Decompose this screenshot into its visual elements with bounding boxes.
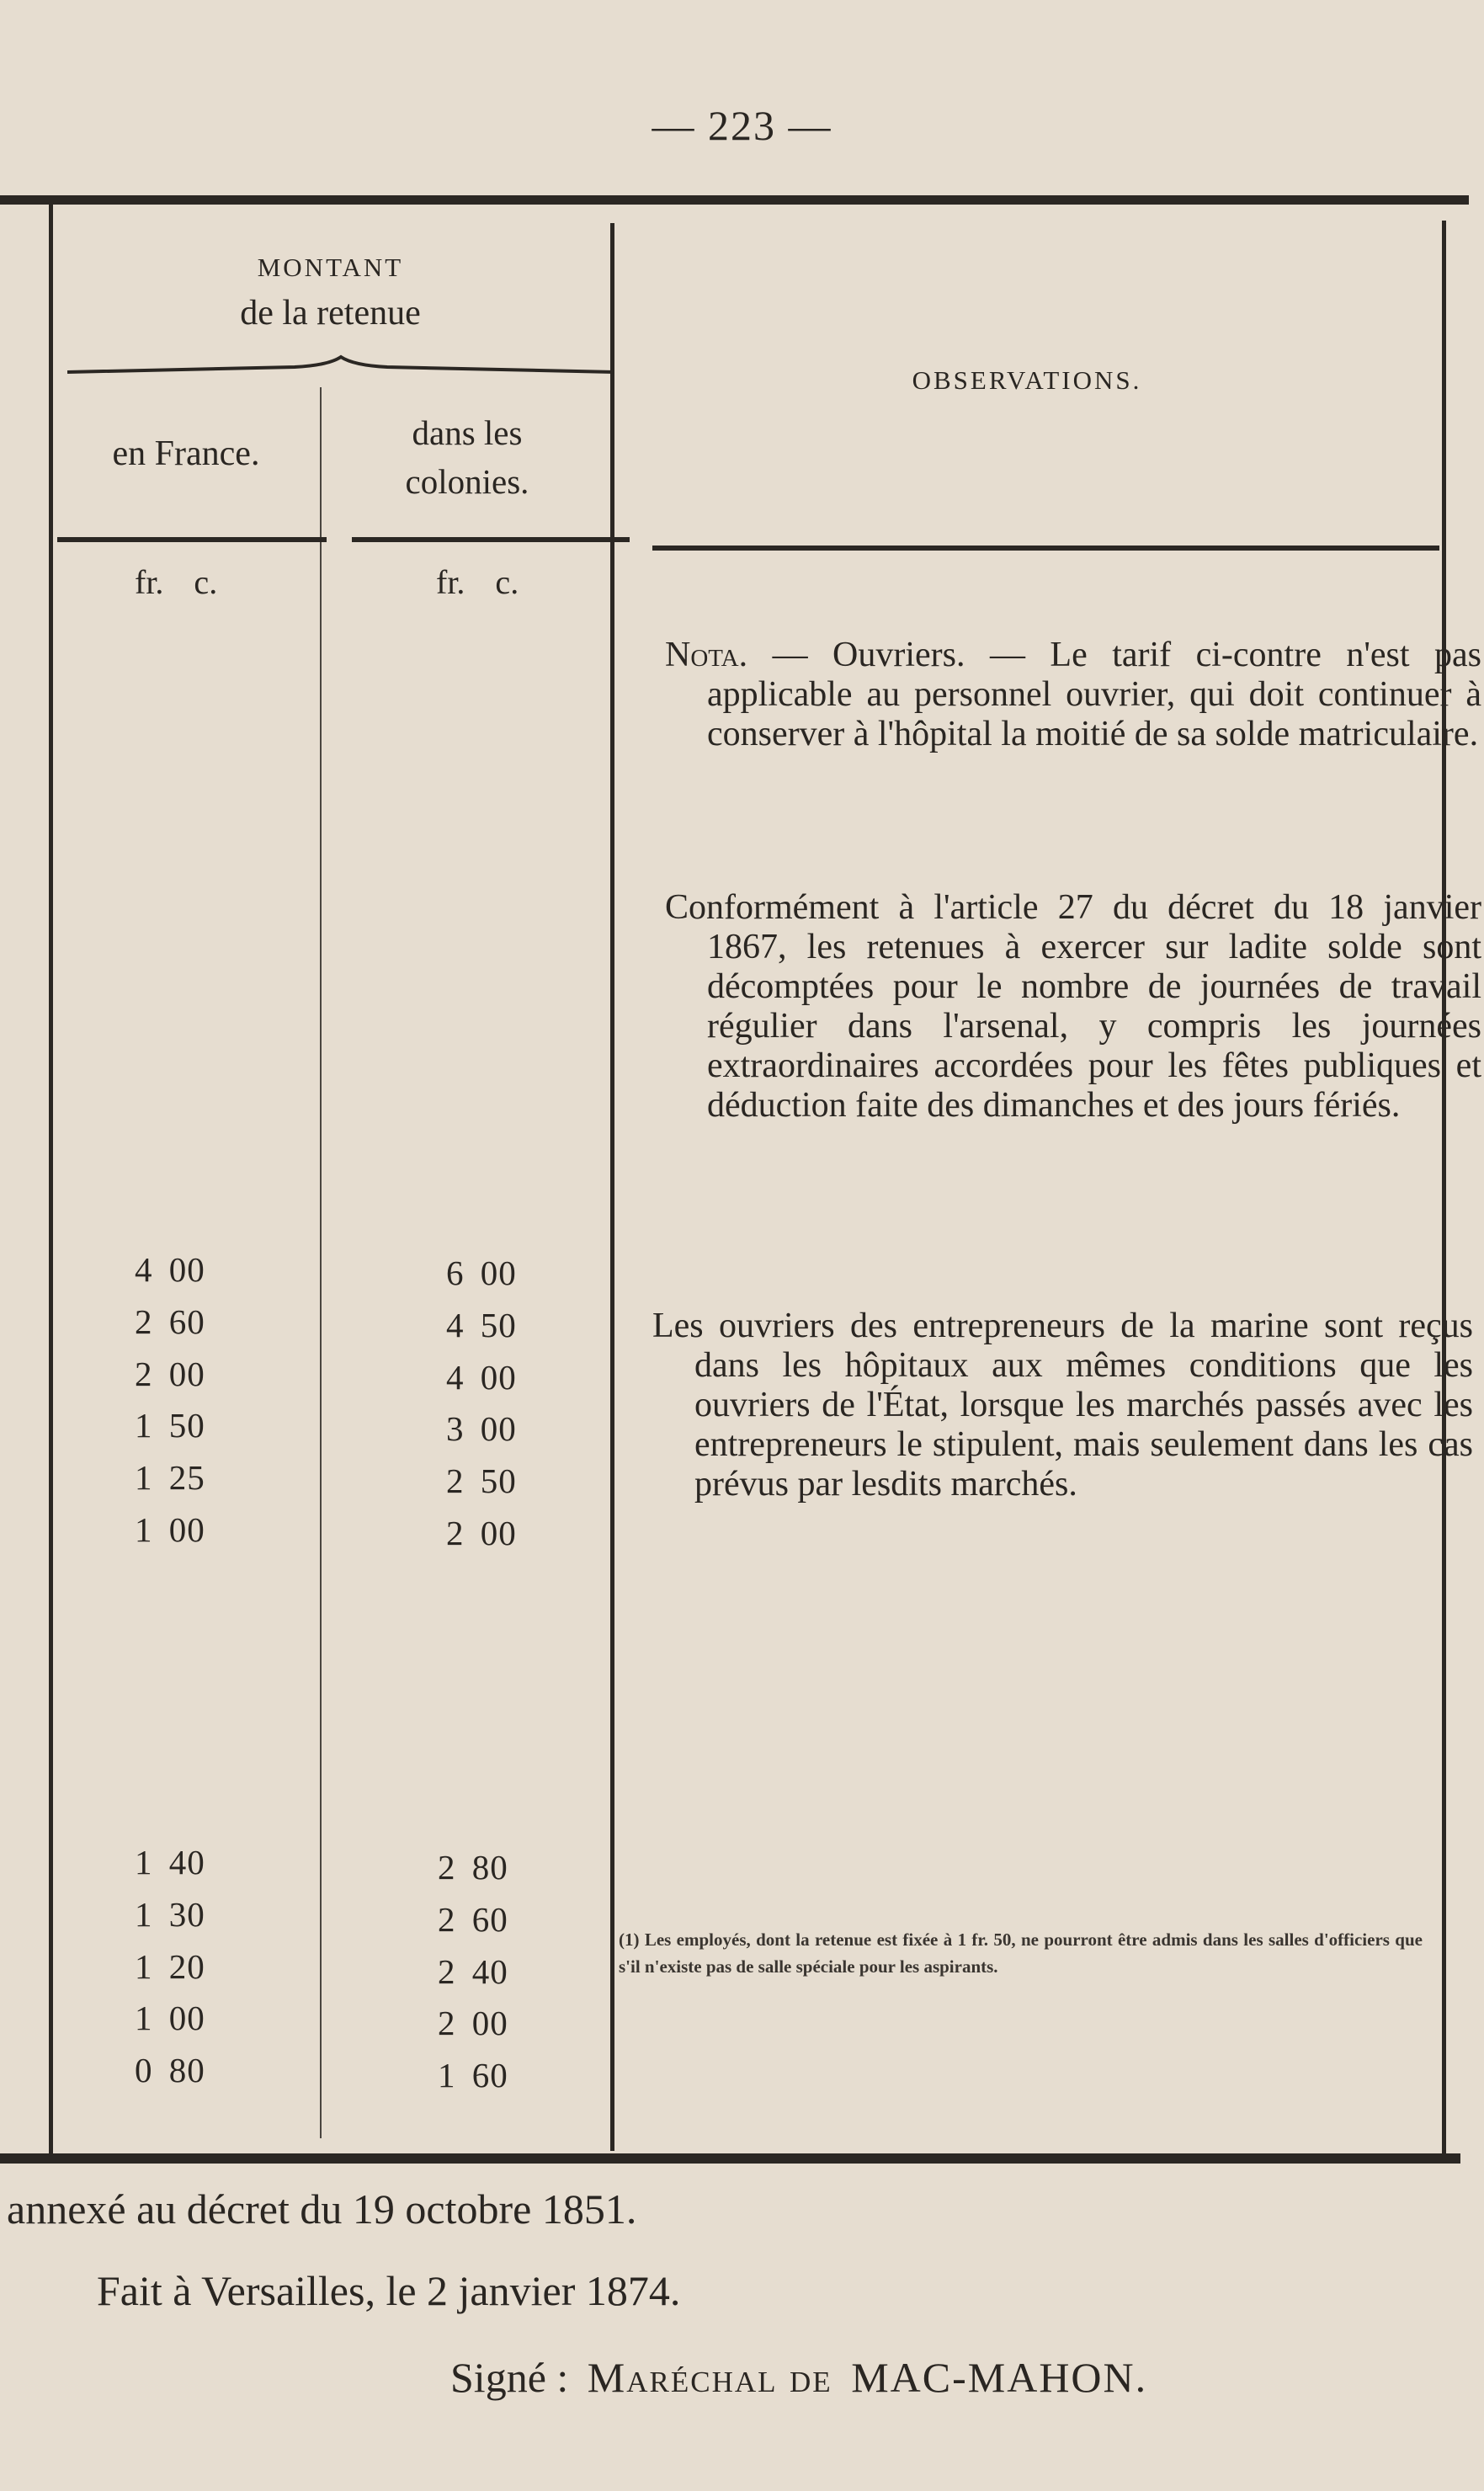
unit-colonies: fr. c. xyxy=(436,563,519,601)
value-france: 1 40 xyxy=(135,1843,205,1882)
header-rule-colonies xyxy=(352,537,630,542)
column-divider-observations xyxy=(610,223,614,2151)
value-colonies: 2 80 xyxy=(438,1848,508,1887)
closing-fait: Fait à Versailles, le 2 janvier 1874. xyxy=(97,2267,681,2314)
header-observations: OBSERVATIONS. xyxy=(912,365,1142,395)
signature-title: Maréchal de xyxy=(587,2354,832,2401)
header-rule-observations xyxy=(652,546,1439,551)
observation-nota xyxy=(665,636,1481,754)
closing-annexe: annexé au décret du 19 octobre 1851. xyxy=(7,2185,637,2233)
value-colonies: 4 00 xyxy=(446,1357,517,1397)
header-de-la-retenue: de la retenue xyxy=(240,294,421,333)
value-colonies: 2 00 xyxy=(438,2004,508,2043)
observation-ouvriers-entrepreneurs: Les ouvriers des entrepreneurs de la marine sont reçus dans les hôpitaux aux mêmes conditions que les ouvriers de l'État, lorsque les marchés passés avec les entrepreneurs le stipulent, mais seulement dans les cas prévus par lesdits marchés. xyxy=(652,1307,1473,1504)
value-france: 0 80 xyxy=(135,2051,205,2090)
value-france: 4 00 xyxy=(135,1250,205,1289)
observation-conformement: Conformément à l'article 27 du décret du 18 janvier 1867, les retenues à exercer sur ladite solde sont décomptées pour le nombre de journées de travail régulier dans l'arsenal, y compris les journées extraordinaires accordées pour les fêtes publiques et déduction faite des dimanches et des jours fériés. xyxy=(665,888,1481,1125)
values-france-group1 xyxy=(135,1244,205,1557)
value-colonies: 6 00 xyxy=(446,1253,517,1292)
table-top-rule xyxy=(0,195,1469,205)
table-bottom-rule xyxy=(0,2153,1460,2164)
value-colonies: 2 40 xyxy=(438,1951,508,1991)
value-france: 1 00 xyxy=(135,1509,205,1549)
value-france: 1 00 xyxy=(135,1999,205,2038)
value-colonies: 2 50 xyxy=(446,1461,517,1501)
closing-signature xyxy=(450,2353,1147,2402)
value-colonies: 2 60 xyxy=(438,1899,508,1939)
header-brace xyxy=(67,354,614,382)
signature-label: Signé : xyxy=(450,2354,569,2401)
value-france: 2 60 xyxy=(135,1301,205,1341)
value-colonies: 2 00 xyxy=(446,1513,517,1552)
values-colonies-group2 xyxy=(438,1842,508,2102)
value-colonies: 3 00 xyxy=(446,1409,517,1449)
page-number: — 223 — xyxy=(652,102,832,149)
header-montant: MONTANT xyxy=(257,253,404,282)
nota-text: . — Ouvriers. — Le tarif ci-contre n'est pas applicable au personnel ouvrier, qui doit continuer à conserver à l'hôpital la moitié de sa solde matriculaire. xyxy=(707,636,1481,753)
header-rule-france xyxy=(57,537,327,542)
header-colonies-line1: dans les xyxy=(412,413,523,452)
value-colonies: 1 60 xyxy=(438,2056,508,2095)
value-france: 1 20 xyxy=(135,1946,205,1986)
signature-name: MAC-MAHON. xyxy=(851,2354,1148,2401)
value-france: 1 50 xyxy=(135,1406,205,1445)
table-left-border xyxy=(49,205,53,2155)
value-france: 2 00 xyxy=(135,1354,205,1393)
value-france: 1 30 xyxy=(135,1894,205,1934)
values-france-group2 xyxy=(135,1837,205,2097)
nota-label: Nota xyxy=(665,636,739,674)
footnote: (1) Les employés, dont la retenue est fixée à 1 fr. 50, ne pourront être admis dans les salles d'officiers que s'il n'existe pas de salle spéciale pour les aspirants. xyxy=(619,1929,1423,1977)
unit-france: fr. c. xyxy=(135,563,218,601)
value-colonies: 4 50 xyxy=(446,1305,517,1344)
header-dans-les-colonies xyxy=(324,408,610,506)
value-france: 1 25 xyxy=(135,1458,205,1498)
header-colonies-line2: colonies. xyxy=(405,462,529,501)
table-right-border xyxy=(1442,221,1446,2157)
values-colonies-group1 xyxy=(446,1248,517,1560)
header-en-france: en France. xyxy=(112,434,260,473)
column-divider-france-colonies xyxy=(320,387,322,2138)
